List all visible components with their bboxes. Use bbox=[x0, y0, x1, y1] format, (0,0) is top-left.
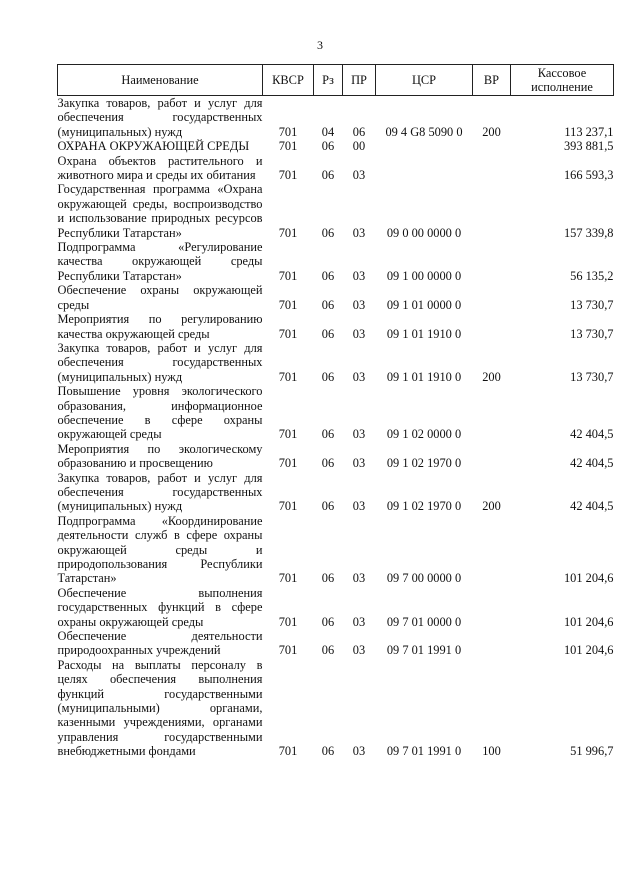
row-pr-cell: 03 bbox=[352, 427, 366, 442]
row-csr-cell: 09 1 02 0000 0 bbox=[386, 427, 462, 442]
table-body bbox=[58, 96, 614, 759]
row-name-cell bbox=[58, 182, 263, 240]
row-pr-cell: 03 bbox=[352, 643, 366, 658]
row-rz-cell: 06 bbox=[321, 326, 335, 341]
row-name-text: Подпрограмма «Координирование деятельности служб в сфере охраны окружающей среды и природопользования Республики Татарстан» bbox=[57, 513, 263, 586]
row-name-text: Закупка товаров, работ и услуг для обеспечения государственных (муниципальных) нужд bbox=[57, 340, 263, 384]
row-name-cell bbox=[58, 96, 263, 140]
row-name-cell bbox=[58, 154, 263, 183]
row-pr-cell: 03 bbox=[352, 268, 366, 283]
row-csr-cell: 09 1 02 1970 0 bbox=[386, 456, 462, 471]
row-pr-cell: 03 bbox=[352, 369, 366, 384]
row-csr-cell: 09 4 G8 5090 0 bbox=[385, 124, 463, 139]
row-csr-cell: 09 1 01 1910 0 bbox=[386, 326, 462, 341]
row-kvsr-cell: 701 bbox=[278, 456, 298, 471]
row-name-text: Мероприятия по регулированию качества окружающей среды bbox=[57, 312, 263, 341]
row-kvsr-cell: 701 bbox=[278, 744, 298, 759]
row-kvsr-cell: 701 bbox=[278, 297, 298, 312]
row-sum-cell: 166 593,3 bbox=[563, 168, 614, 183]
row-name-cell bbox=[58, 442, 263, 471]
row-sum-cell: 113 237,1 bbox=[564, 124, 614, 139]
row-pr-cell: 03 bbox=[352, 499, 366, 514]
table-row bbox=[58, 312, 614, 341]
row-kvsr-cell: 701 bbox=[278, 369, 298, 384]
row-csr-cell: 09 7 01 1991 0 bbox=[386, 744, 462, 759]
table-row bbox=[58, 471, 614, 514]
table-row bbox=[58, 586, 614, 629]
row-name-cell bbox=[58, 384, 263, 442]
header-kvsr: КВСР bbox=[263, 65, 314, 96]
row-rz-cell: 06 bbox=[321, 456, 335, 471]
table-row bbox=[58, 629, 614, 658]
row-sum-cell: 393 881,5 bbox=[563, 139, 614, 154]
row-vr-cell bbox=[473, 442, 511, 471]
row-pr-cell: 03 bbox=[352, 744, 366, 759]
row-sum-cell: 13 730,7 bbox=[570, 369, 614, 384]
row-name-text: Закупка товаров, работ и услуг для обеспечения государственных (муниципальных) нужд bbox=[57, 470, 263, 514]
row-pr-cell: 03 bbox=[352, 297, 366, 312]
row-name-text: Закупка товаров, работ и услуг для обеспечения государственных (муниципальных) нужд bbox=[57, 96, 263, 139]
row-name-cell bbox=[58, 312, 263, 341]
row-name-text: ОХРАНА ОКРУЖАЮЩЕЙ СРЕДЫ bbox=[57, 139, 250, 154]
table-row bbox=[58, 182, 614, 240]
row-vr-cell bbox=[473, 139, 511, 153]
row-name-text: Обеспечение выполнения государственных функций в сфере охраны окружающей среды bbox=[57, 585, 263, 629]
row-vr-cell bbox=[473, 312, 511, 341]
row-kvsr-cell: 701 bbox=[278, 225, 298, 240]
row-name-cell bbox=[58, 283, 263, 312]
row-csr-cell: 09 1 01 1910 0 bbox=[386, 369, 462, 384]
row-vr-cell bbox=[473, 384, 511, 442]
row-pr-cell: 03 bbox=[352, 614, 366, 629]
row-kvsr-cell: 701 bbox=[278, 139, 298, 154]
row-kvsr-cell: 701 bbox=[278, 427, 298, 442]
row-rz-cell: 06 bbox=[321, 168, 335, 183]
row-rz-cell: 06 bbox=[321, 225, 335, 240]
row-sum-cell: 42 404,5 bbox=[570, 456, 614, 471]
row-kvsr-cell: 701 bbox=[278, 571, 298, 586]
row-kvsr-cell: 701 bbox=[278, 643, 298, 658]
row-csr-cell bbox=[376, 139, 473, 153]
row-name-cell bbox=[58, 139, 263, 153]
table-row bbox=[58, 283, 614, 312]
row-name-text: Государственная программа «Охрана окружающей среды, воспроизводство и использование природных ресурсов Республики Татарстан» bbox=[57, 182, 263, 240]
row-rz-cell: 06 bbox=[321, 614, 335, 629]
row-vr-cell: 200 bbox=[482, 124, 501, 139]
row-rz-cell: 06 bbox=[321, 643, 335, 658]
row-sum-cell: 51 996,7 bbox=[570, 744, 614, 759]
row-vr-cell bbox=[473, 240, 511, 283]
table-row bbox=[58, 154, 614, 183]
row-rz-cell: 06 bbox=[321, 139, 335, 154]
row-rz-cell: 06 bbox=[321, 268, 335, 283]
table-row bbox=[58, 384, 614, 442]
row-rz-cell: 06 bbox=[321, 427, 335, 442]
row-sum-cell: 56 135,2 bbox=[570, 268, 614, 283]
row-vr-cell bbox=[473, 154, 511, 183]
table-row bbox=[58, 240, 614, 283]
row-rz-cell: 06 bbox=[321, 369, 335, 384]
row-sum-cell: 101 204,6 bbox=[563, 571, 614, 586]
row-name-text: Подпрограмма «Регулирование качества окружающей среды Республики Татарстан» bbox=[57, 240, 263, 283]
header-rz: Рз bbox=[314, 65, 343, 96]
row-pr-cell: 00 bbox=[352, 139, 366, 154]
table-row bbox=[58, 341, 614, 384]
header-row bbox=[58, 65, 614, 96]
row-kvsr-cell: 701 bbox=[278, 124, 298, 139]
row-name-cell bbox=[58, 658, 263, 759]
table-row bbox=[58, 514, 614, 586]
row-kvsr-cell: 701 bbox=[278, 268, 298, 283]
row-vr-cell: 100 bbox=[482, 744, 501, 759]
row-pr-cell: 03 bbox=[352, 225, 366, 240]
row-name-text: Обеспечение деятельности природоохранных учреждений bbox=[57, 629, 263, 658]
row-name-cell bbox=[58, 514, 263, 586]
row-csr-cell: 09 1 01 0000 0 bbox=[386, 297, 462, 312]
row-kvsr-cell: 701 bbox=[278, 499, 298, 514]
page-number: 3 bbox=[317, 38, 323, 52]
row-csr-cell: 09 1 00 0000 0 bbox=[386, 268, 462, 283]
row-sum-cell: 13 730,7 bbox=[570, 326, 614, 341]
row-rz-cell: 06 bbox=[321, 499, 335, 514]
row-csr-cell: 09 0 00 0000 0 bbox=[386, 225, 462, 240]
row-vr-cell: 200 bbox=[482, 369, 501, 384]
row-vr-cell bbox=[473, 629, 511, 658]
row-vr-cell bbox=[473, 283, 511, 312]
header-csr: ЦСР bbox=[376, 65, 473, 96]
row-vr-cell: 200 bbox=[482, 499, 501, 514]
row-kvsr-cell: 701 bbox=[278, 614, 298, 629]
row-csr-cell: 09 7 01 1991 0 bbox=[386, 643, 462, 658]
table-row bbox=[58, 96, 614, 140]
row-name-text: Обеспечение охраны окружающей среды bbox=[57, 283, 263, 312]
row-csr-cell: 09 7 00 0000 0 bbox=[386, 571, 462, 586]
row-name-cell bbox=[58, 586, 263, 629]
row-pr-cell: 03 bbox=[352, 571, 366, 586]
row-csr-cell: 09 1 02 1970 0 bbox=[386, 499, 462, 514]
row-name-cell bbox=[58, 240, 263, 283]
row-rz-cell: 06 bbox=[321, 744, 335, 759]
row-sum-cell: 42 404,5 bbox=[570, 427, 614, 442]
header-vr: ВР bbox=[473, 65, 511, 96]
row-sum-cell: 13 730,7 bbox=[570, 297, 614, 312]
row-name-text: Расходы на выплаты персоналу в целях обеспечения выполнения функций государственными (муниципальными) органами, казенными учреждениями, органами управления государственными внебюджетными фондами bbox=[57, 657, 263, 759]
row-rz-cell: 06 bbox=[321, 297, 335, 312]
row-rz-cell: 04 bbox=[321, 124, 335, 139]
row-pr-cell: 03 bbox=[352, 456, 366, 471]
row-csr-cell: 09 7 01 0000 0 bbox=[386, 614, 462, 629]
budget-execution-table bbox=[57, 64, 614, 759]
row-vr-cell bbox=[473, 514, 511, 586]
row-sum-cell: 101 204,6 bbox=[563, 643, 614, 658]
row-vr-cell bbox=[473, 182, 511, 240]
table-row bbox=[58, 658, 614, 759]
row-sum-cell: 157 339,8 bbox=[563, 225, 614, 240]
row-pr-cell: 03 bbox=[352, 326, 366, 341]
row-name-text: Повышение уровня экологического образования, информационное обеспечение в сфере охраны окружающей среды bbox=[57, 384, 263, 442]
row-name-cell bbox=[58, 471, 263, 514]
row-vr-cell bbox=[473, 586, 511, 629]
row-name-text: Охрана объектов растительного и животного мира и среды их обитания bbox=[57, 153, 263, 183]
row-sum-cell: 101 204,6 bbox=[563, 614, 614, 629]
row-kvsr-cell: 701 bbox=[278, 326, 298, 341]
row-rz-cell: 06 bbox=[321, 571, 335, 586]
row-pr-cell: 06 bbox=[352, 124, 366, 139]
row-csr-cell bbox=[376, 154, 473, 183]
row-pr-cell: 03 bbox=[352, 168, 366, 183]
header-name: Наименование bbox=[58, 65, 263, 96]
row-name-text: Мероприятия по экологическому образованию и просвещению bbox=[57, 441, 263, 471]
table-row bbox=[58, 442, 614, 471]
row-kvsr-cell: 701 bbox=[278, 168, 298, 183]
table-header bbox=[58, 65, 614, 96]
row-name-cell bbox=[58, 629, 263, 658]
table-row bbox=[58, 139, 614, 153]
row-sum-cell: 42 404,5 bbox=[570, 499, 614, 514]
row-name-cell bbox=[58, 341, 263, 384]
header-sum: Кассовое исполнение bbox=[511, 65, 614, 96]
header-pr: ПР bbox=[343, 65, 376, 96]
